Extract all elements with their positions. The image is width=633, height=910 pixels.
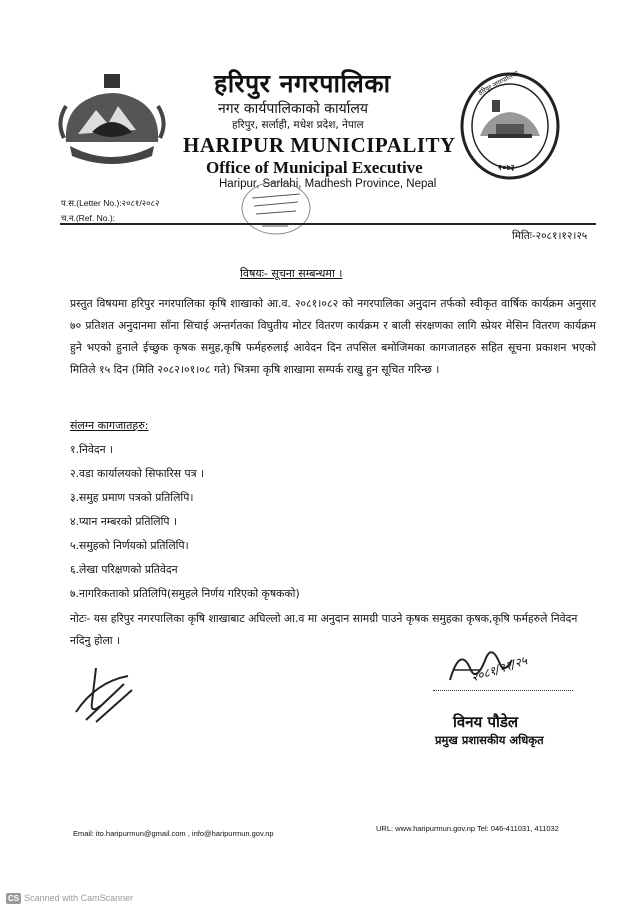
signature-line xyxy=(433,690,573,691)
subject-line: विषयः- सूचना सम्बन्धमा । xyxy=(240,267,343,280)
signatory-title: प्रमुख प्रशासकीय अधिकृत xyxy=(435,733,544,747)
municipality-title-np: हरिपुर नगरपालिका xyxy=(214,69,391,98)
signatory-name: विनय पौडेल xyxy=(453,713,519,731)
attachment-item: १.निवेदन । xyxy=(70,443,114,456)
attachment-item: २.वडा कार्यालयको सिफारिस पत्र । xyxy=(70,467,205,480)
handwritten-date: २०८१/१२/२५ xyxy=(469,653,529,685)
seal-caption: हरिपुर नगरपालिका xyxy=(476,69,520,97)
notice-body: प्रस्तुत विषयमा हरिपुर नगरपालिका कृषि शाखाको आ.व. २०८१।०८२ को नगरपालिका अनुदान तर्फको स्वीकृत वार्षिक कार्यक्रम अनुसार ७० प्रतिशत अनुदानमा साँना सिचाई अन्तर्गतका विघुतीय मोटर वितरण कार्यक्रम र बाली संरक्षणका लागि स्प्रेयर मेसिन वितरण कार्यक्रम हुने भएको हुनाले ईच्छुक कृषक समुह,कृषि फर्महरुलाई आवेदन दिन तपसिल बमोजिमका कागजातहरु सहित सूचना प्रकाशन भएको मितिले १५ दिन (मिति २०८२।०१।०८ गते) भित्रमा कृषि शाखामा सम्पर्क राखु हुन सूचित गरिन्छ । xyxy=(70,297,596,376)
office-stamp-icon xyxy=(240,180,312,236)
initial-signature-icon xyxy=(66,662,138,724)
address-np: हरिपुर, सर्लाही, मधेश प्रदेश, नेपाल xyxy=(232,119,364,131)
address-en: Haripur, Sarlahi, Madhesh Province, Nepal xyxy=(219,178,437,190)
footer-email: Email: ito.haripurmun@gmail.com , info@haripurmun.gov.np xyxy=(73,829,274,838)
attachment-item: ६.लेखा परिक्षणको प्रतिवेदन xyxy=(70,563,178,576)
attachment-item: ५.समुहको निर्णयको प्रतिलिपि। xyxy=(70,539,189,552)
reference-number: च.न.(Ref. No.): xyxy=(61,213,116,223)
attachments-heading: संलग्न कागजातहरु: xyxy=(70,419,149,432)
attachment-item: ३.समुह प्रमाण पत्रको प्रतिलिपि। xyxy=(70,491,194,504)
letter-date: मितिः-२०८१।१२।२५ xyxy=(512,230,588,242)
header-divider xyxy=(60,223,596,225)
seal-year: २०७३ xyxy=(498,163,515,172)
office-name-np: नगर कार्यपालिकाको कार्यालय xyxy=(218,101,368,117)
attachment-item: ७.नागरिकताको प्रतिलिपि(समुहले निर्णय गरिएको कृषकको) xyxy=(70,587,300,600)
nepal-emblem-icon xyxy=(56,72,168,172)
municipality-title-en: HARIPUR MUNICIPALITY xyxy=(183,133,456,157)
letter-number: प.स.(Letter No.):२०८१/२०८२ xyxy=(61,198,160,208)
scanner-label: Scanned with CamScanner xyxy=(24,893,134,903)
footer-url: URL: www.haripurmun.gov.np Tel: 046-411031, 411032 xyxy=(376,824,559,833)
office-name-en: Office of Municipal Executive xyxy=(206,158,423,177)
attachment-item: ४.प्यान नम्बरको प्रतिलिपि । xyxy=(70,515,178,528)
camscanner-icon: CS xyxy=(8,894,20,903)
note-text: नोटः- यस हरिपुर नगरपालिका कृषि शाखाबाट अघिल्लो आ.व मा अनुदान सामग्री पाउने कृषक समुहका कृषक,कृषि फर्महरुले निवेदन नदिनु होला । xyxy=(70,612,578,647)
scanner-watermark xyxy=(6,893,133,904)
